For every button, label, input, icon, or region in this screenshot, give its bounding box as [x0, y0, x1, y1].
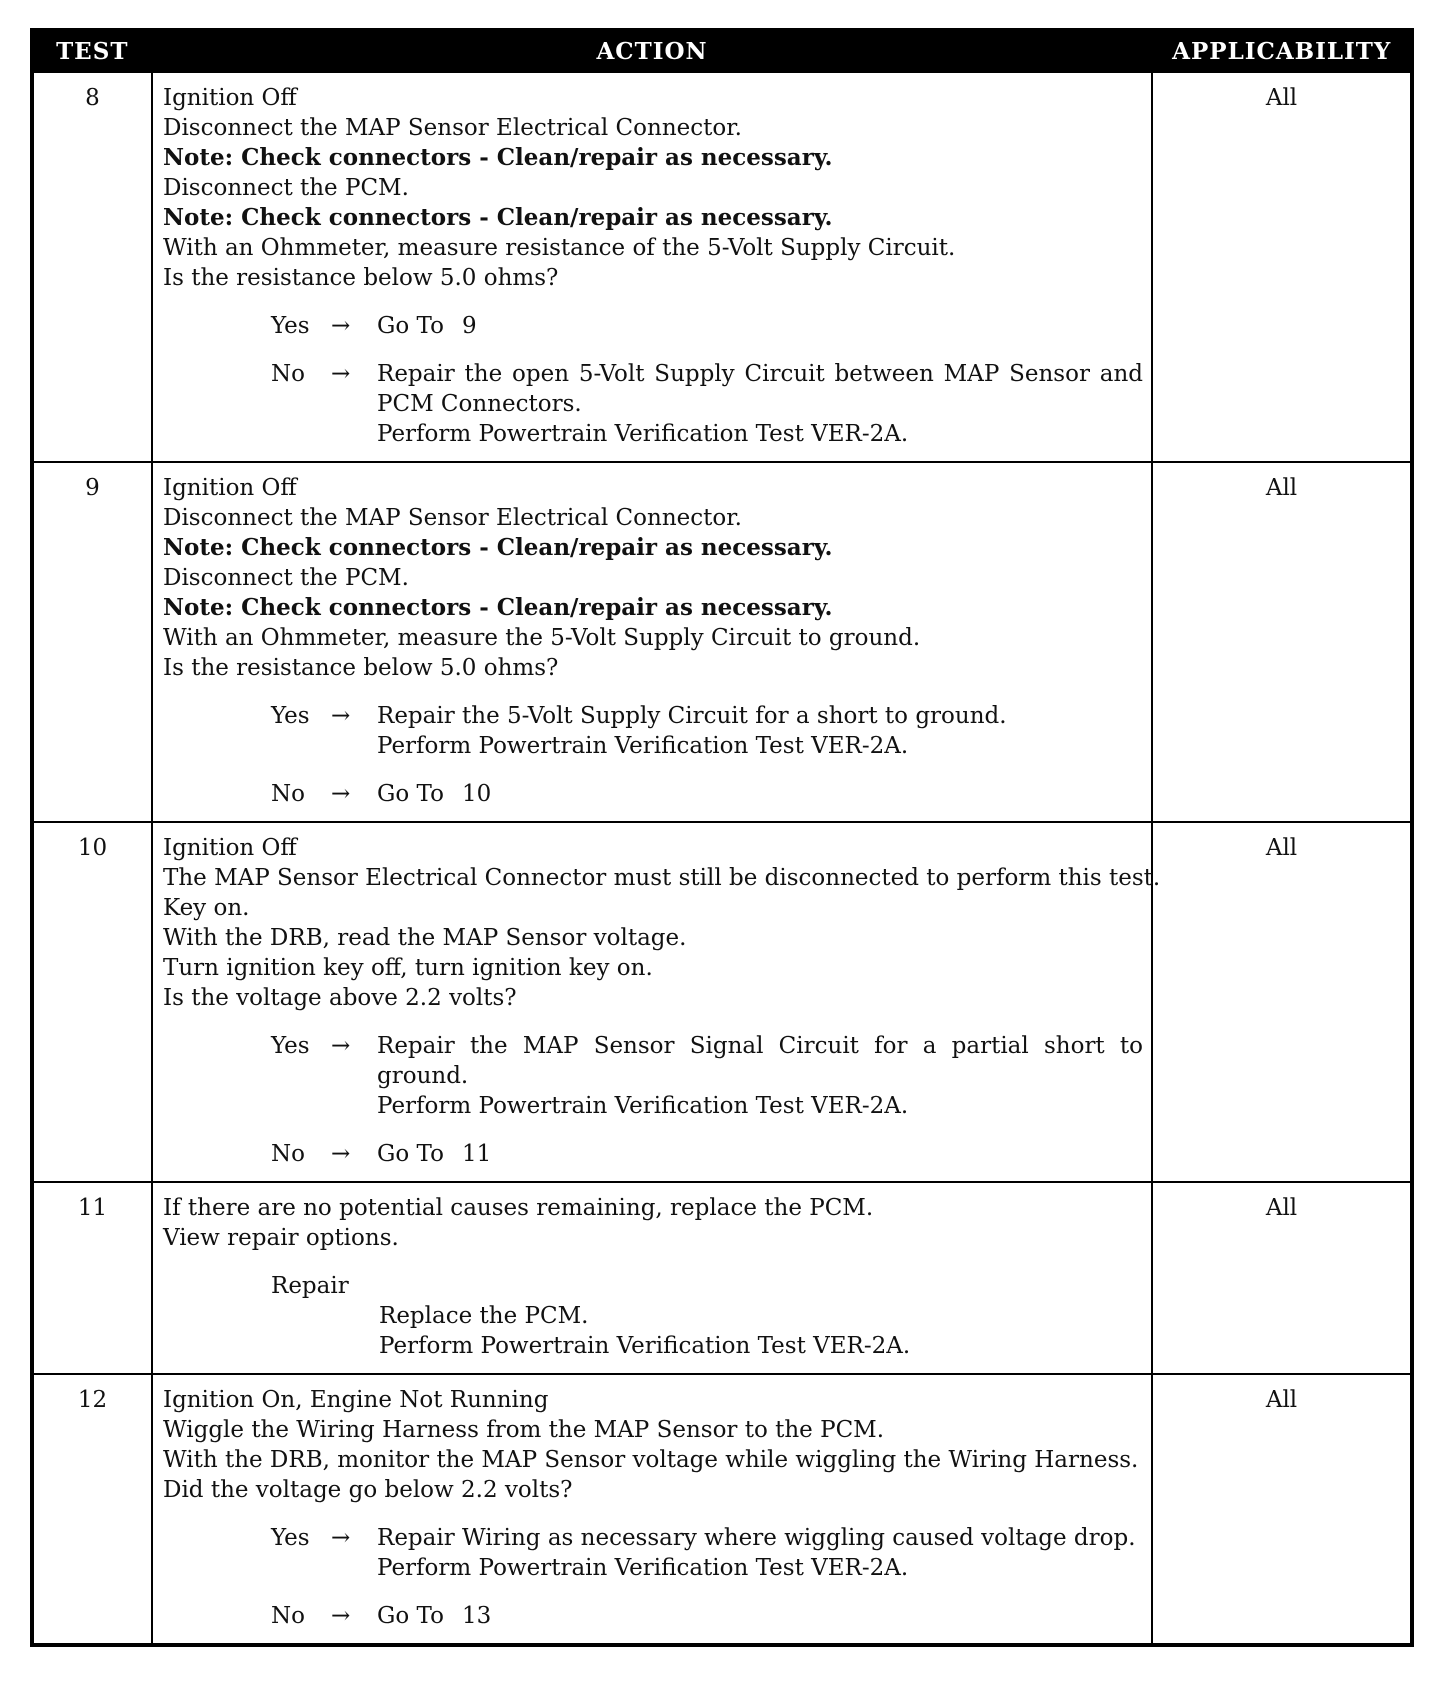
action-line: Ignition Off	[163, 475, 297, 501]
no-result	[377, 359, 1143, 449]
action-line: Disconnect the PCM.	[163, 565, 409, 591]
applicability: All	[1152, 822, 1412, 1182]
action-cell	[152, 1374, 1152, 1645]
diagnostic-table	[30, 28, 1414, 1647]
goto-line	[377, 311, 1143, 341]
test-number: 10	[32, 822, 152, 1182]
result-instruction: Repair the MAP Sensor Signal Circuit for a partial short to ground.	[377, 1033, 1143, 1089]
table-header-row	[32, 30, 1412, 72]
arrow-right-icon: →	[331, 703, 351, 729]
arrow-right-icon: →	[331, 1525, 351, 1551]
goto-label: Go To	[377, 781, 444, 807]
applicability: All	[1152, 462, 1412, 822]
goto-test-number: 9	[461, 313, 477, 339]
table-row	[32, 462, 1412, 822]
no-result	[377, 779, 1143, 809]
action-line: Did the voltage go below 2.2 volts?	[163, 1477, 573, 1503]
arrow-right-icon: →	[331, 1033, 351, 1059]
action-line: Ignition Off	[163, 85, 297, 111]
no-label: No	[271, 781, 305, 807]
action-line: Key on.	[163, 895, 250, 921]
yes-branch	[271, 1523, 1143, 1583]
goto-test-number: 13	[461, 1603, 492, 1629]
yes-branch	[271, 701, 1143, 761]
verification-instruction: Perform Powertrain Verification Test VER-2A.	[377, 1093, 909, 1119]
yes-result	[377, 1031, 1143, 1121]
table-row	[32, 822, 1412, 1182]
no-label: No	[271, 1141, 305, 1167]
header-applicability: APPLICABILITY	[1152, 30, 1412, 72]
yes-branch	[271, 1031, 1143, 1121]
arrow-right-icon: →	[331, 313, 351, 339]
table-row	[32, 1182, 1412, 1374]
no-branch	[271, 779, 1143, 809]
no-branch	[271, 1139, 1143, 1169]
header-action: ACTION	[152, 30, 1152, 72]
repair-options	[271, 1271, 1143, 1361]
action-line: If there are no potential causes remaining, replace the PCM.	[163, 1195, 874, 1221]
arrow-right-icon: →	[331, 361, 351, 387]
goto-test-number: 10	[461, 781, 492, 807]
note-line: Note: Check connectors - Clean/repair as necessary.	[163, 594, 833, 621]
action-line: Is the voltage above 2.2 volts?	[163, 985, 517, 1011]
header-test: TEST	[32, 30, 152, 72]
yes-branch	[271, 311, 1143, 341]
action-line: Disconnect the PCM.	[163, 175, 409, 201]
yes-result	[377, 701, 1143, 761]
action-line: Turn ignition key off, turn ignition key on.	[163, 955, 653, 981]
no-result	[377, 1139, 1143, 1169]
goto-line	[377, 1139, 1143, 1169]
table-row	[32, 72, 1412, 463]
goto-line	[377, 779, 1143, 809]
yes-result	[377, 1523, 1143, 1583]
note-line: Note: Check connectors - Clean/repair as necessary.	[163, 534, 833, 561]
arrow-right-icon: →	[331, 1603, 351, 1629]
action-line: Wiggle the Wiring Harness from the MAP Sensor to the PCM.	[163, 1417, 885, 1443]
table-body	[32, 72, 1412, 1646]
action-line: Is the resistance below 5.0 ohms?	[163, 265, 559, 291]
action-cell	[152, 1182, 1152, 1374]
verification-instruction: Perform Powertrain Verification Test VER-2A.	[377, 1555, 909, 1581]
action-cell	[152, 462, 1152, 822]
result-instruction: Repair the open 5-Volt Supply Circuit between MAP Sensor and PCM Connectors.	[377, 361, 1143, 417]
yes-label: Yes	[271, 703, 310, 729]
verification-instruction: Perform Powertrain Verification Test VER-2A.	[377, 421, 909, 447]
repair-step: Perform Powertrain Verification Test VER-2A.	[379, 1333, 911, 1359]
action-line: Is the resistance below 5.0 ohms?	[163, 655, 559, 681]
yes-label: Yes	[271, 313, 310, 339]
action-line: With an Ohmmeter, measure the 5-Volt Supply Circuit to ground.	[163, 625, 921, 651]
test-number: 12	[32, 1374, 152, 1645]
repair-step: Replace the PCM.	[379, 1303, 589, 1329]
action-line: With an Ohmmeter, measure resistance of the 5-Volt Supply Circuit.	[163, 235, 956, 261]
no-branch	[271, 1601, 1143, 1631]
yes-label: Yes	[271, 1033, 310, 1059]
applicability: All	[1152, 1374, 1412, 1645]
action-cell	[152, 72, 1152, 463]
action-line: Ignition Off	[163, 835, 297, 861]
no-branch	[271, 359, 1143, 449]
goto-label: Go To	[377, 1141, 444, 1167]
result-instruction: Repair Wiring as necessary where wiggling caused voltage drop.	[377, 1525, 1136, 1551]
action-line: With the DRB, monitor the MAP Sensor voltage while wiggling the Wiring Harness.	[163, 1447, 1139, 1473]
diagnostic-procedure-sheet	[30, 28, 1410, 1647]
table-row	[32, 1374, 1412, 1645]
test-number: 11	[32, 1182, 152, 1374]
action-line: Disconnect the MAP Sensor Electrical Connector.	[163, 115, 742, 141]
result-instruction: Repair the 5-Volt Supply Circuit for a short to ground.	[377, 703, 1007, 729]
goto-label: Go To	[377, 1603, 444, 1629]
goto-label: Go To	[377, 313, 444, 339]
note-line: Note: Check connectors - Clean/repair as necessary.	[163, 204, 833, 231]
arrow-right-icon: →	[331, 1141, 351, 1167]
action-line: The MAP Sensor Electrical Connector must still be disconnected to perform this test.	[163, 865, 1161, 891]
no-result	[377, 1601, 1143, 1631]
arrow-right-icon: →	[331, 781, 351, 807]
action-cell	[152, 822, 1161, 1182]
no-label: No	[271, 361, 305, 387]
verification-instruction: Perform Powertrain Verification Test VER-2A.	[377, 733, 909, 759]
repair-steps	[379, 1301, 1143, 1361]
yes-result	[377, 311, 1143, 341]
repair-label: Repair	[271, 1273, 349, 1299]
test-number: 9	[32, 462, 152, 822]
yes-label: Yes	[271, 1525, 310, 1551]
applicability: All	[1152, 1182, 1412, 1374]
no-label: No	[271, 1603, 305, 1629]
goto-test-number: 11	[461, 1141, 492, 1167]
note-line: Note: Check connectors - Clean/repair as necessary.	[163, 144, 833, 171]
goto-line	[377, 1601, 1143, 1631]
action-line: View repair options.	[163, 1225, 399, 1251]
test-number: 8	[32, 72, 152, 463]
action-line: With the DRB, read the MAP Sensor voltage.	[163, 925, 687, 951]
applicability: All	[1152, 72, 1412, 463]
action-line: Disconnect the MAP Sensor Electrical Connector.	[163, 505, 742, 531]
action-line: Ignition On, Engine Not Running	[163, 1387, 549, 1413]
